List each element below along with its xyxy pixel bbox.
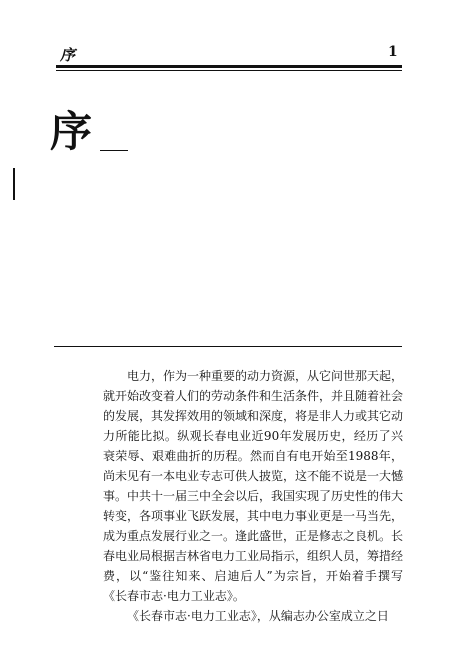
page-number: 1 (388, 44, 398, 60)
header-rule-thin (56, 70, 402, 71)
paragraph: 《长春市志·电力工业志》，从编志办公室成立之日 (127, 609, 389, 623)
section-divider (54, 346, 402, 347)
header-rule-thick (56, 65, 402, 68)
margin-mark (13, 168, 15, 200)
chapter-title: 序 (50, 107, 95, 156)
running-header-title: 序 (60, 46, 77, 64)
paragraph: 电力，作为一种重要的动力资源，从它问世那天起，就开始改变着人们的劳动条件和生活条件，并且随着社会的发展，其发挥效用的领域和深度，将是非人力或其它动力所能比拟。纵观长春电业近90年发展历史，经历了兴衰荣辱、艰难曲折的历程。然而自有电开始至1988年，尚未见有一本电业专志可供人披览，这不能不说是一大憾事。中共十一届三中全会以后，我国实现了历史性的伟大转变，各项事业飞跃发展，其中电力事业更是一马当先，成为重点发展行业之一。逢此盛世，正是修志之良机。长春电业局根据吉林省电力工业局指示，组织人员，筹措经费，以“鉴往知来、启迪后人”为宗旨，开始着手撰写《长春市志·电力工业志》。 (103, 369, 403, 603)
body-text (103, 366, 403, 654)
chapter-title-underline (100, 150, 128, 151)
